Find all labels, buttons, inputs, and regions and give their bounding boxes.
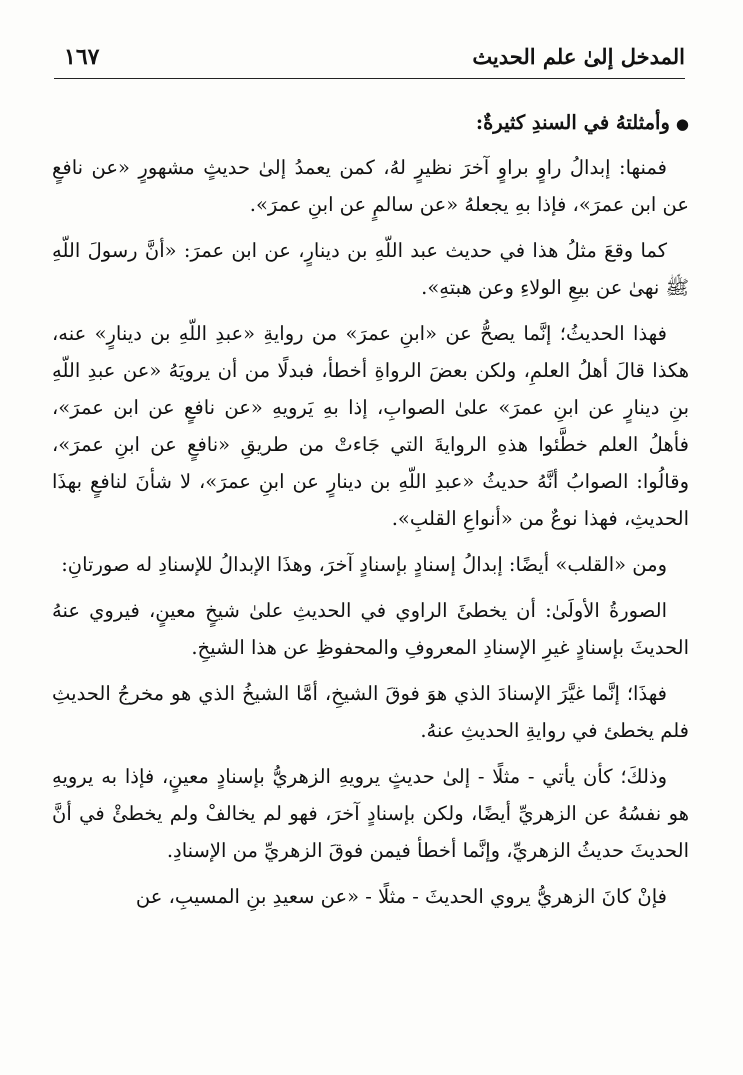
paragraph: فمنها: إبدالُ راوٍ براوٍ آخرَ نظيرٍ لهُ، كمن يعمدُ إلىٰ حديثٍ مشهورٍ «عن نافعٍ عن ابن عمرَ»، فإذا بهِ يجعلهُ «عن سالمٍ عن ابنِ عمرَ». — [52, 156, 689, 216]
paragraph: ومن «القلب» أيضًا: إبدالُ إسنادٍ بإسنادٍ آخرَ، وهذَا الإبدالُ للإسنادِ له صورتانِ: — [61, 553, 667, 576]
page-body — [52, 104, 689, 924]
paragraph: كما وقعَ مثلُ هذا في حديث عبد اللّهِ بن دينارٍ، عن ابن عمرَ: «أنَّ رسولَ اللّهِ ﷺ نهىٰ عن بيعِ الولاءِ وعن هبتهِ». — [52, 239, 689, 299]
paragraph: فهذَا؛ إنَّما غيَّرَ الإسنادَ الذي هوَ فوقَ الشيخِ، أمَّا الشيخُ الذي هو مخرجُ الحديثِ فلم يخطئ في روايةِ الحديثِ عنهُ. — [52, 682, 689, 742]
running-title: المدخل إلىٰ علم الحديث — [472, 44, 685, 69]
paragraph: فهذا الحديثُ؛ إنَّما يصحُّ عن «ابنِ عمرَ» من روايةِ «عبدِ اللّهِ بن دينارٍ» عنه، هكذا قالَ أهلُ العلمِ، ولكن بعضَ الرواةِ أخطأ، فبدلًا من أن يرويَهُ «عن عبدِ اللّهِ بنِ دينارٍ عن ابنِ عمرَ» علىٰ الصوابِ، إذا بهِ يَرويهِ «عن نافعٍ عن ابن عمرَ»، فأهلُ العلم خطَّئوا هذهِ الروايةَ التي جَاءتْ من طريقِ «نافعٍ عن ابنِ عمرَ»، وقالُوا: الصوابُ أنَّهُ حديثُ «عبدِ اللّهِ بن دينارٍ عن ابنِ عمرَ»، لا شأنَ لنافعٍ بهذَا الحديثِ، فهذا نوعٌ من «أنواعِ القلبِ». — [52, 322, 689, 530]
paragraph: الصورةُ الأولَىٰ: أن يخطئَ الراوي في الحديثِ علىٰ شيخٍ معينٍ، فيروي عنهُ الحديثَ بإسنادٍ غيرِ الإسنادِ المعروفِ والمحفوظِ عن هذا الشيخِ. — [52, 599, 689, 659]
section-heading — [52, 104, 689, 143]
paragraph: فإنْ كانَ الزهريُّ يروي الحديثَ - مثلًا - «عن سعيدِ بنِ المسيبِ، عن — [135, 885, 667, 908]
paragraph: وذلكَ؛ كأن يأتي - مثلًا - إلىٰ حديثٍ يرويهِ الزهريُّ بإسنادٍ معينٍ، فإذا به يرويهِ هو نفسُهُ عن الزهريِّ أيضًا، ولكن بإسنادٍ آخرَ، فهو لم يخالفْ ولم يخطئْ في أنَّ الحديثَ حديثُ الزهريِّ، وإنَّما أخطأ فيمن فوقَ الزهريِّ من الإسنادِ. — [52, 765, 689, 862]
page-number: ١٦٧ — [64, 44, 100, 70]
heading-text: وأمثلتهُ في السندِ كثيرةٌ: — [475, 111, 670, 134]
bullet-icon: ● — [675, 115, 689, 133]
page-header — [54, 38, 685, 79]
